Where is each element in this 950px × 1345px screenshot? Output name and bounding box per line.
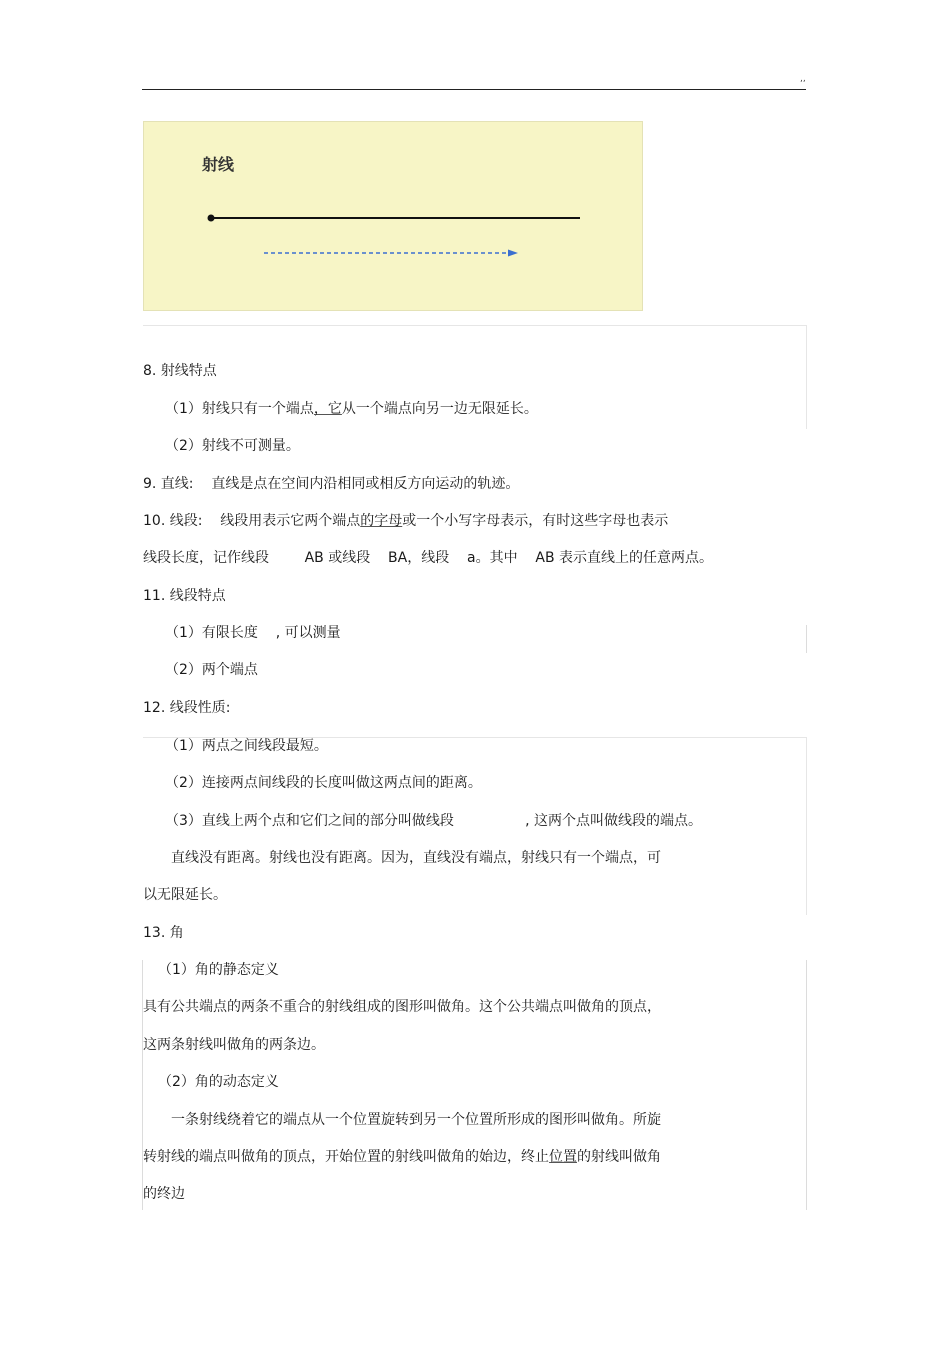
segment-definition: 10. 线段: 线段用表示它两个端点的字母或一个小写字母表示，有时这些字母也表示	[143, 513, 669, 529]
segment-feature-2: （2）两个端点	[165, 662, 258, 678]
segment-property-1: （1）两点之间线段最短。	[165, 738, 328, 754]
angle-dynamic-def-end: 的终边	[143, 1186, 185, 1202]
angle-dynamic-def-cont: 转射线的端点叫做角的顶点，开始位置的射线叫做角的始边，终止位置的射线叫做角	[143, 1149, 661, 1165]
heading-segment-properties: 12. 线段性质:	[143, 700, 231, 716]
angle-dynamic-def: 一条射线绕着它的端点从一个位置旋转到另一个位置所形成的图形叫做角。所旋	[171, 1112, 661, 1128]
line-definition: 9. 直线: 直线是点在空间内沿相同或相反方向运动的轨迹。	[143, 476, 520, 492]
angle-static-def-cont: 这两条射线叫做角的两条边。	[143, 1037, 325, 1053]
ray-feature-1: （1）射线只有一个端点，它从一个端点向另一边无限延长。	[165, 401, 538, 417]
angle-dynamic-heading: （2）角的动态定义	[158, 1074, 279, 1090]
segment-definition-cont: 线段长度，记作线段 AB 或线段 BA，线段 a。其中 AB 表示直线上的任意两点。	[143, 550, 714, 566]
segment-property-3: （3）直线上两个点和它们之间的部分叫做线段 , 这两个点叫做线段的端点。	[165, 813, 703, 829]
heading-angle: 13. 角	[143, 925, 184, 941]
direction-arrow-head	[508, 250, 518, 257]
distance-note-cont: 以无限延长。	[143, 887, 227, 903]
header-mark: ,,	[800, 74, 806, 84]
figure-title: 射线	[202, 155, 235, 174]
frame-edge-2	[806, 625, 807, 653]
angle-static-def: 具有公共端点的两条不重合的射线组成的图形叫做角。这个公共端点叫做角的顶点，	[143, 999, 661, 1015]
segment-feature-1: （1）有限长度 , 可以测量	[165, 625, 341, 641]
ray-diagram	[144, 122, 644, 312]
frame-edge-5	[806, 960, 807, 1210]
segment-property-2: （2）连接两点间线段的长度叫做这两点间的距离。	[165, 775, 482, 791]
heading-segment-features: 11. 线段特点	[143, 588, 226, 604]
heading-ray-features: 8. 射线特点	[143, 363, 217, 379]
angle-static-heading: （1）角的静态定义	[158, 962, 279, 978]
ray-figure	[143, 121, 643, 311]
ray-feature-2: （2）射线不可测量。	[165, 438, 300, 454]
distance-note: 直线没有距离。射线也没有距离。因为，直线没有端点，射线只有一个端点，可	[171, 850, 661, 866]
header-rule	[142, 89, 806, 90]
